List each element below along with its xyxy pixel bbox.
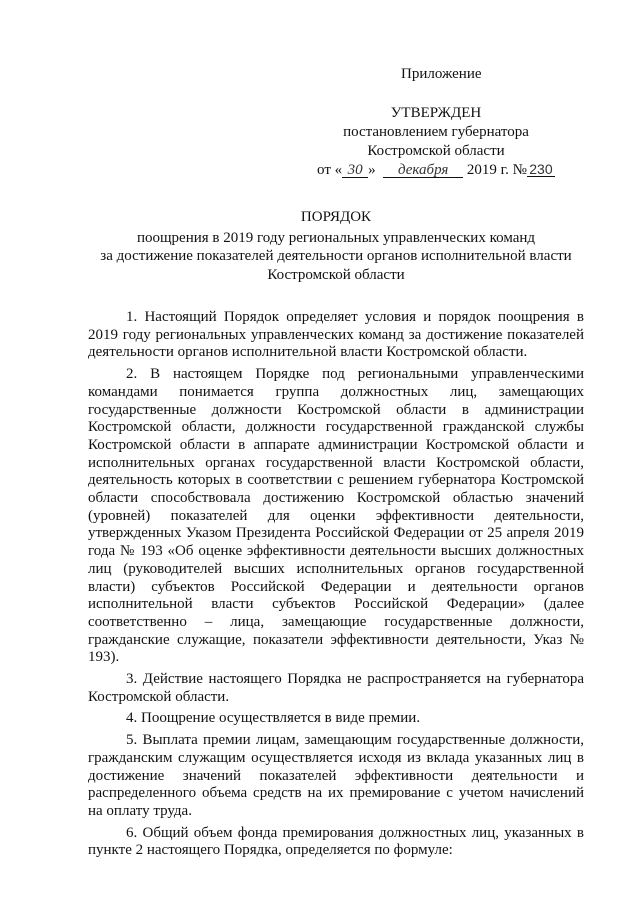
title-line-2: за достижение показателей деятельности органов исполнительной власти [100,248,572,264]
date-number: 230 [527,162,555,177]
title-line-1: поощрения в 2019 году региональных управленческих команд [136,229,536,246]
date-day: 30 [342,163,368,178]
approved-by-line1: постановлением губернатора [343,124,529,140]
appendix-label: Приложение [401,66,482,82]
paragraph-1: 1. Настоящий Порядок определяет условия и порядок поощрения в 2019 году региональных управленческих команд за достижение показателей деятельности органов исполнительной власти Костромской области. [88,309,584,361]
date-prefix: от « [317,162,343,178]
approval-block [300,104,572,180]
document-body [88,309,584,864]
approved-by-line2: Костромской области [367,143,505,159]
paragraph-6: 6. Общий объем фонда премирования должностных лиц, указанных в пункте 2 настоящего Порядка, определяется по формуле: [88,824,584,859]
title-line-3: Костромской области [267,266,405,283]
paragraph-4: 4. Поощрение осуществляется в виде премии. [126,710,421,727]
paragraph-2: 2. В настоящем Порядке под региональными управленческими командами понимается группа должностных лиц, замещающих государственные должности Костромской области в администрации Костромской области, должности государственной гражданской службы Костромской области в аппарате администрации Костромской области и исполнительных органах государственной власти Костромской области, деятельность которых в соответствии с решением губернатора Костромской области способствовала достижению Костромской областью значений (уровней) показателей для оценки эффективности деятельности, утвержденных Указом Президента Российской Федерации от 25 апреля 2019 года № 193 «Об оценке эффективности деятельности высших должностных лиц (руководителей высших исполнительных органов государственной власти) субъектов Российской Федерации и деятельности органов исполнительной власти субъектов Российской Федерации» (далее соответственно – лица, замещающие государственные должности, гражданские служащие, показатели эффективности деятельности, Указ № 193). [88,366,584,666]
approved-heading: УТВЕРЖДЕН [390,105,482,121]
paragraph-3: 3. Действие настоящего Порядка не распространяется на губернатора Костромской области. [88,671,584,705]
date-month: декабря [383,163,463,178]
document-title: ПОРЯДОК [300,209,372,225]
paragraph-5: 5. Выплата премии лицам, замещающим государственные должности, гражданским служащим осуществляется исходя из вклада указанных лиц в достижение значений показателей эффективности деятельности и распределенного объема средств на их премирование с учетом начислений на оплату труда. [88,732,584,819]
date-year: 2019 г. № [466,162,527,178]
document-title-block [80,208,592,284]
date-mid: » [368,162,376,178]
approval-date-line [300,161,572,180]
